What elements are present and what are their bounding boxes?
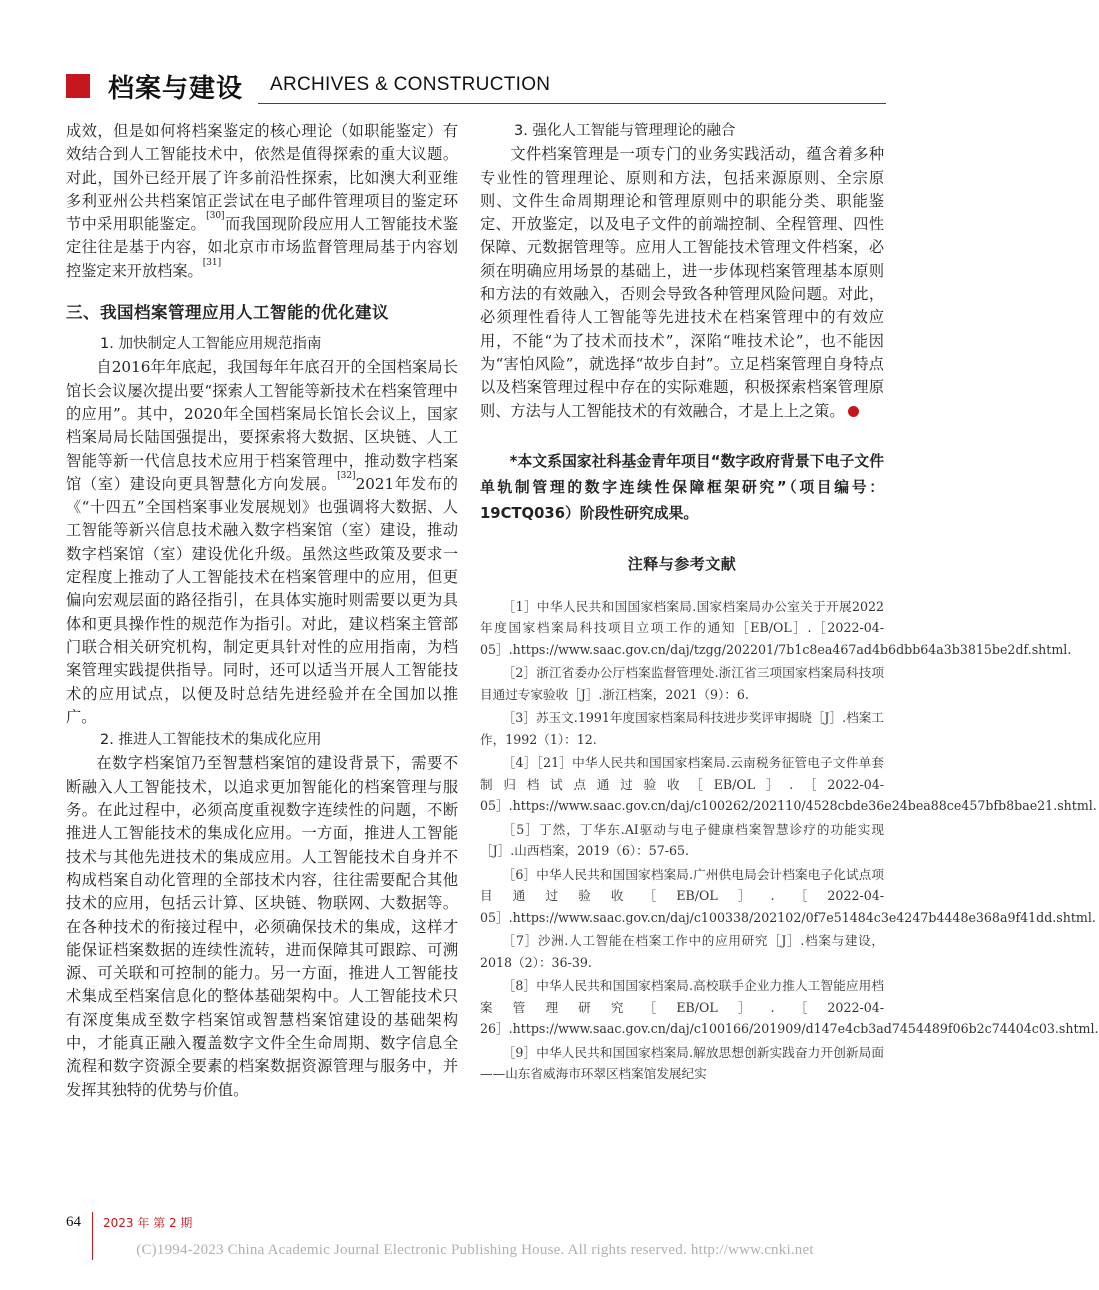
paragraph-text: 文件档案管理是一项专门的业务实践活动，蕴含着多种专业性的管理理论、原则和方法，包括来源原则、全宗原则、文件生命周期理论和管理原则中的职能分类、职能鉴定、开放鉴定，以及电子文件的前端控制、全程管理、四性保障、元数据管理等。应用人工智能技术管理文件档案，必须在明确应用场景的基础上，进一步体现档案管理基本原则和方法的有效融入，否则会导致各种管理风险问题。对此，必须理性看待人工智能等先进技术在档案管理中的有效应用，不能“为了技术而技术”，深陷“唯技术论”，也不能因为“害怕风险”，就选择“故步自封”。立足档案管理自身特点以及档案管理过程中存在的实际难题，积极探索档案管理原则、方法与人工智能技术的有效融合，才是上上之策。 — [480, 145, 884, 420]
article-end-icon — [848, 406, 859, 417]
reference-item: ［7］沙洲.人工智能在档案工作中的应用研究［J］.档案与建设，2018（2）：36-39. — [480, 933, 884, 970]
left-column — [66, 120, 458, 1102]
paragraph-text: 成效，但是如何将档案鉴定的核心理论（如职能鉴定）有效结合到人工智能技术中，依然是值得探索的重大议题。对此，国外已经开展了许多前沿性探索，比如澳大利亚维多利亚州公共档案馆正尝试在电子邮件管理项目的鉴定环节中采用职能鉴定。 — [66, 122, 458, 234]
citation: [31] — [202, 257, 222, 268]
reference-item: ［4］［21］中华人民共和国国家档案局.云南税务征管电子文件单套制归档试点通过验收［EB/OL］.［2022-04-05］.https://www.saac.gov.cn/daj/c100262/202110/4528cbde36e24bea88ce457bfb8bae21.shtml. — [480, 755, 1097, 814]
subsection-heading: 2. 推进人工智能技术的集成化应用 — [100, 732, 322, 749]
reference-list — [480, 596, 1099, 1085]
header-rule — [258, 103, 886, 104]
paragraph-text: 自2016年年底起，我国每年年底召开的全国档案局长馆长会议屡次提出要“探索人工智能等新技术在档案管理中的应用”。其中，2020年全国档案局长馆长会议上，国家档案局局长陆国强提出，要探索将大数据、区块链、人工智能等新一代信息技术应用于档案管理中，推动数字档案馆（室）建设向更具智慧化方向发展。 — [66, 358, 458, 493]
journal-title-cn: 档案与建设 — [108, 74, 244, 104]
issue-label: 2023 年 第 2 期 — [103, 1216, 193, 1230]
section-heading: 三、我国档案管理应用人工智能的优化建议 — [66, 303, 389, 323]
right-column — [480, 120, 1099, 1087]
funding-note-text: *本文系国家社科基金青年项目“数字政府背景下电子文件单轨制管理的数字连续性保障框架研究”（项目编号：19CTQ036）阶段性研究成果。 — [480, 452, 884, 522]
reference-item: ［8］中华人民共和国国家档案局.高校联手企业力推人工智能应用档案管理研究［EB/OL］.［2022-04-26］.https://www.saac.gov.cn/daj/c100166/201909/d147e4cb3ad7454489f06b2c74404c03.shtml. — [480, 978, 1099, 1037]
paragraph — [66, 356, 458, 729]
reference-item: ［2］浙江省委办公厅档案监督管理处.浙江省三项国家档案局科技项目通过专家验收［J］.浙江档案，2021（9）：6. — [480, 665, 884, 702]
reference-item: ［1］中华人民共和国国家档案局.国家档案局办公室关于开展2022年度国家档案局科技项目立项工作的通知［EB/OL］.［2022-04-05］.https://www.saac.gov.cn/daj/tzgg/202201/7b1c8ea467ad4b6dbb64a3b3815be2df.shtml. — [480, 598, 1072, 657]
paragraph-text: 而我国现阶段应用人工智能技术鉴定往往是基于内容，如北京市市场监督管理局基于内容划控鉴定来开放档案。 — [66, 215, 459, 280]
paragraph: 在数字档案馆乃至智慧档案馆的建设背景下，需要不断融入人工智能技术，以追求更加智能化的档案管理与服务。在此过程中，必须高度重视数字连续性的问题，不断推进人工智能技术的集成化应用。一方面，推进人工智能技术与其他先进技术的集成应用。人工智能技术自身并不构成档案自动化管理的全部技术内容，往往需要配合其他技术的应用，包括云计算、区块链、物联网、大数据等。在各种技术的衔接过程中，必须确保技术的集成，这样才能保证档案数据的连续性流转，进而保障其可跟踪、可溯源、可关联和可控制的能力。另一方面，推进人工智能技术集成至档案信息化的整体基础架构中。人工智能技术只有深度集成至数字档案馆或智慧档案馆建设的基础架构中，才能真正融入覆盖数字文件全生命周期、数字信息全流程和数字资源全要素的档案数据资源管理与服务中，并发挥其独特的优势与价值。 — [66, 754, 458, 1099]
citation: [30] — [206, 211, 225, 222]
paragraph-text: 2021年发布的《“十四五”全国档案事业发展规划》也强调将大数据、人工智能等新兴信息技术融入数字档案馆（室）建设，推动数字档案馆（室）建设优化升级。虽然这些政策及要求一定程度上推动了人工智能技术在档案管理中的应用，但更偏向宏观层面的路径指引，在具体实施时则需要以更为具体和更具操作性的规范作为指引。对此，建议档案主管部门联合相关研究机构，制定更具针对性的应用指南，为档案管理实践提供指导。同时，还可以适当开展人工智能技术的应用试点，以便及时总结先进经验并在全国加以推广。 — [66, 474, 458, 726]
reference-item: ［9］中华人民共和国国家档案局.解放思想创新实践奋力开创新局面——山东省威海市环翠区档案馆发展纪实 — [480, 1044, 884, 1082]
subsection-heading: 3. 强化人工智能与管理理论的融合 — [514, 123, 736, 139]
reference-item: ［6］中华人民共和国国家档案局.广州供电局会计档案电子化试点项目通过验收［EB/OL］.［2022-04-05］.https://www.saac.gov.cn/daj/c100338/202102/0f7e51484c3e4247b4448e368a9f41dd.shtml. — [480, 866, 1096, 925]
subsection-heading: 1. 加快制定人工智能应用规范指南 — [100, 336, 322, 353]
reference-item: ［3］苏玉文.1991年度国家档案局科技进步奖评审揭晓［J］.档案工作，1992（1）：12. — [480, 710, 884, 747]
paragraph — [66, 120, 458, 283]
reference-item: ［5］丁然，丁华东.AI驱动与电子健康档案智慧诊疗的功能实现［J］.山西档案，2019（6）：57-65. — [480, 821, 884, 859]
copyright-notice: (C)1994-2023 China Academic Journal Electronic Publishing House. All rights reserved. http://www.cnki.net — [136, 1242, 814, 1258]
page-number: 64 — [66, 1214, 81, 1230]
citation: [32] — [337, 470, 356, 481]
funding-note — [480, 449, 884, 527]
header-red-square — [66, 74, 90, 98]
paragraph — [480, 143, 884, 423]
references-title: 注释与参考文献 — [627, 554, 737, 573]
journal-title-en: ARCHIVES & CONSTRUCTION — [270, 74, 551, 95]
journal-header — [0, 0, 950, 110]
